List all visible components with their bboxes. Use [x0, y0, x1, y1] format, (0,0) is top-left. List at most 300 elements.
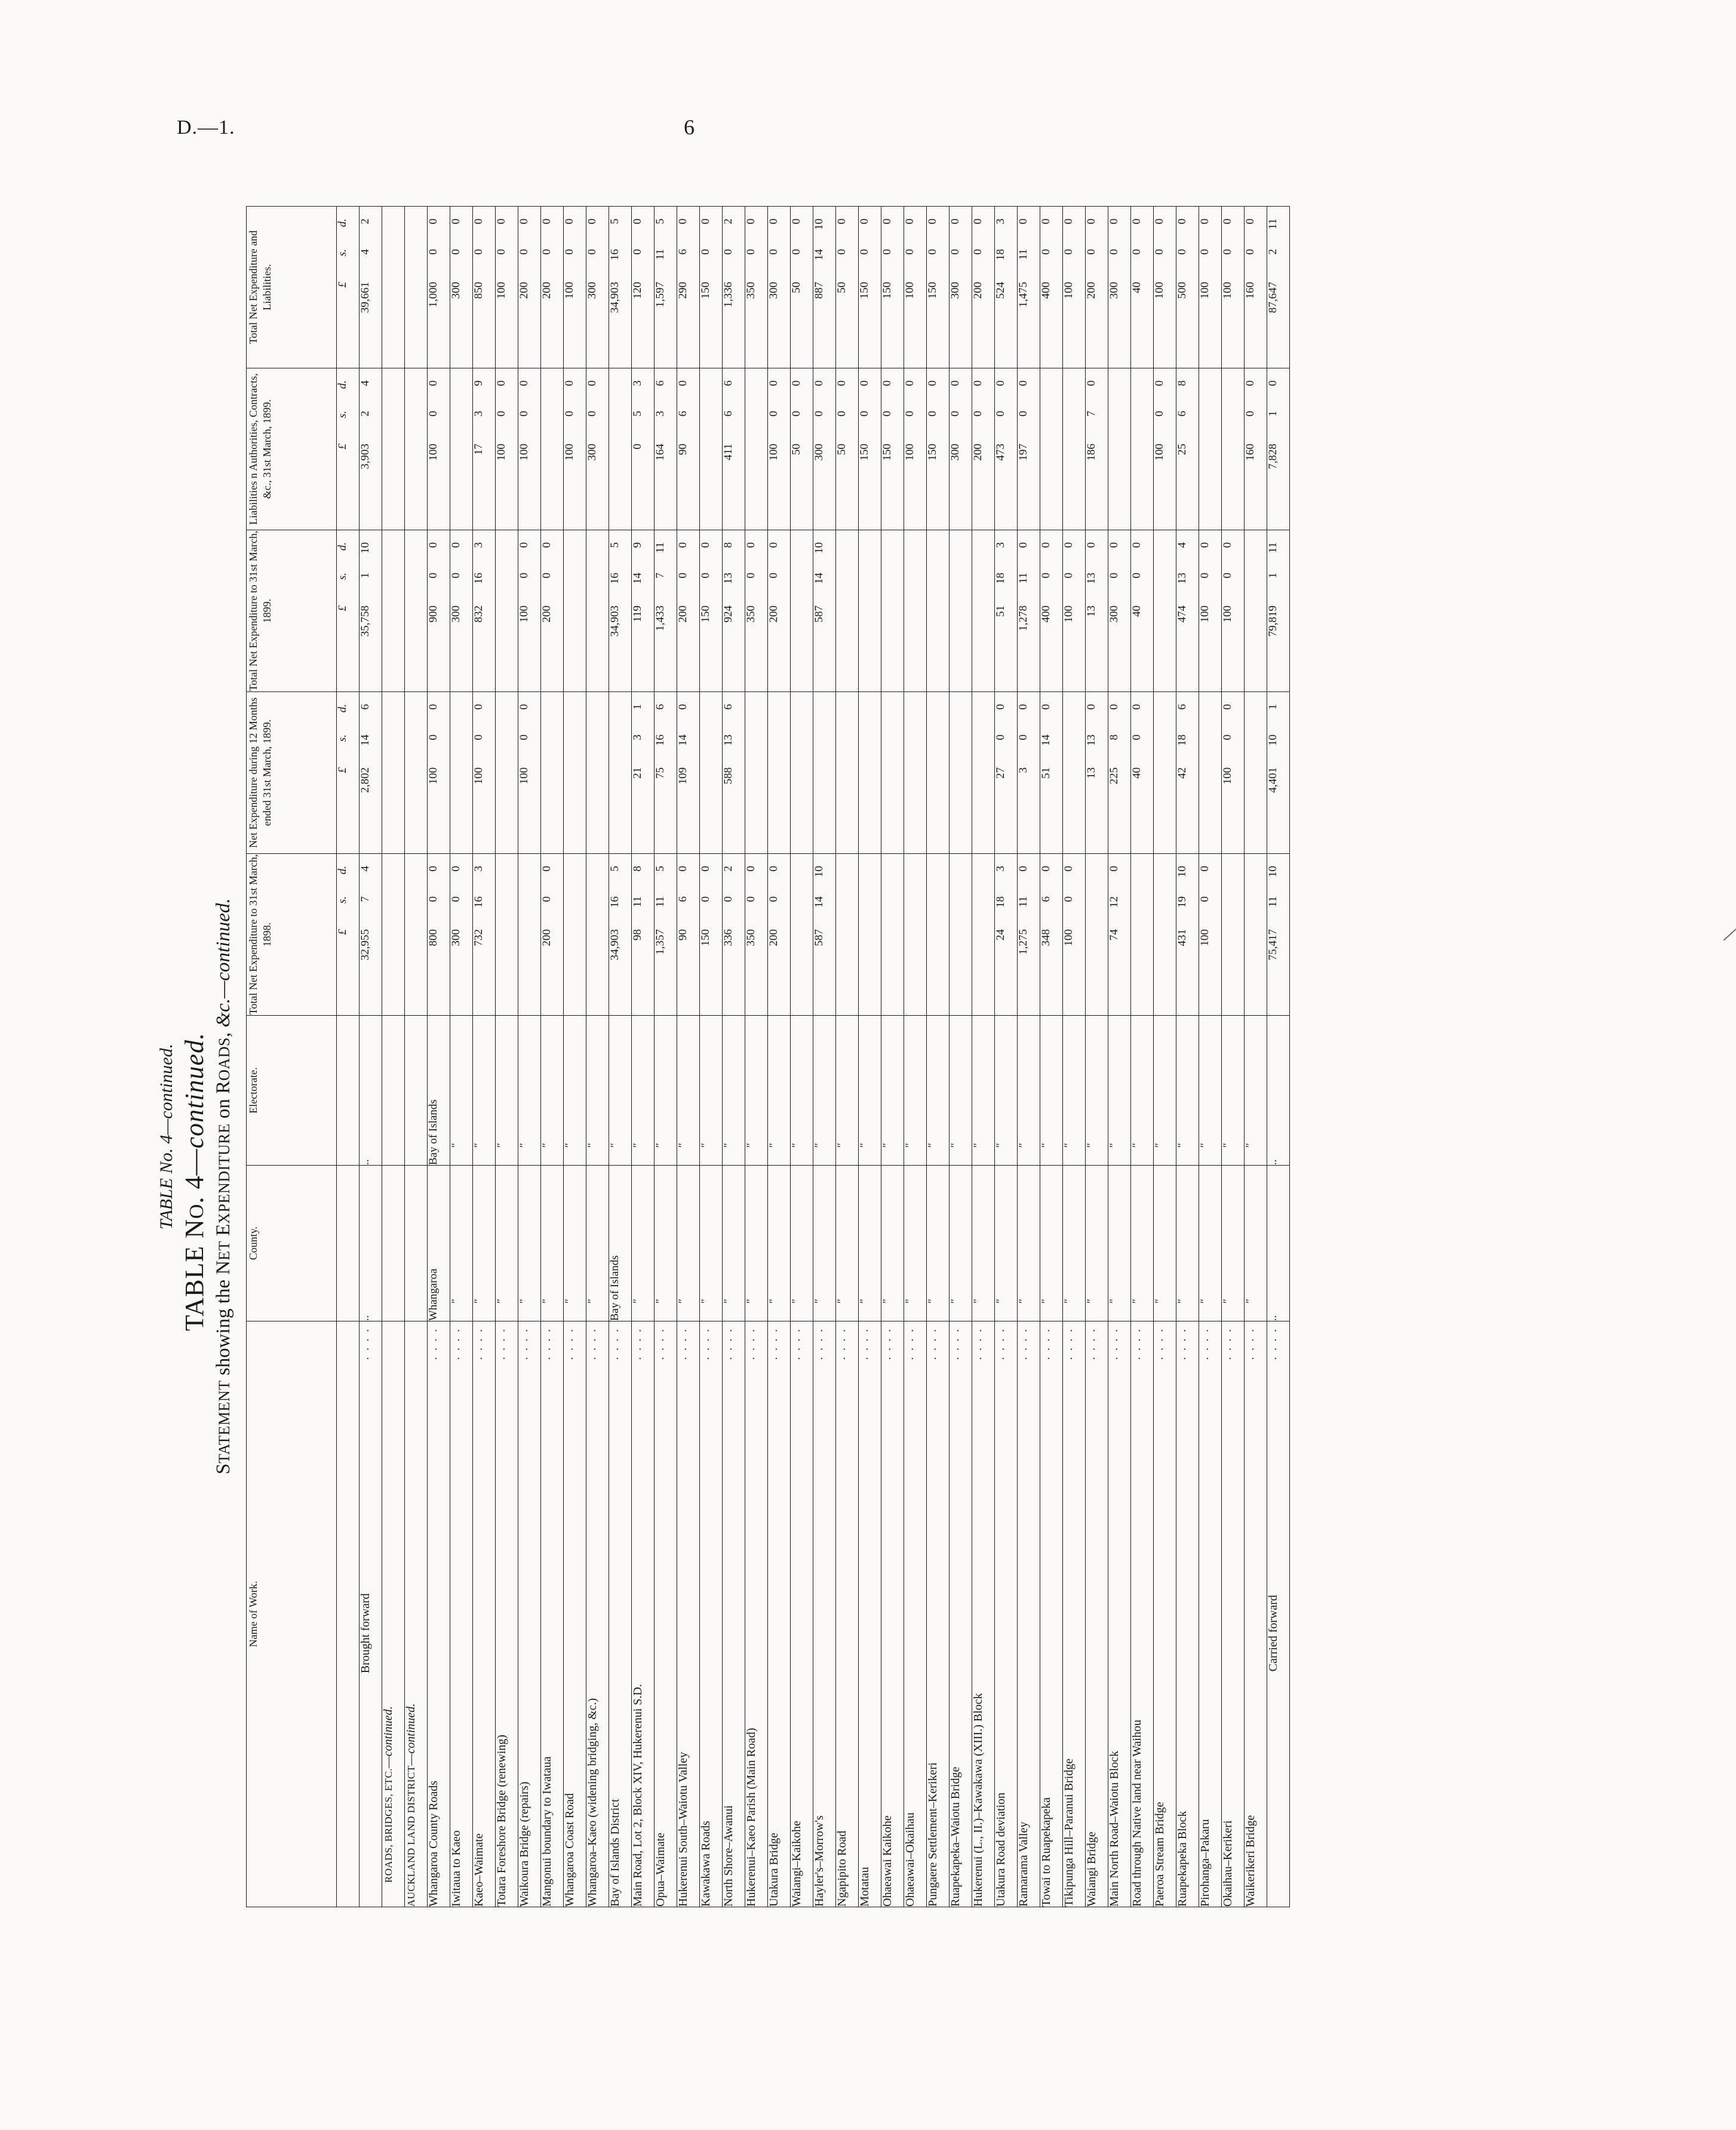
col-header-electorate: Electorate. [247, 1015, 337, 1165]
work-name: Ohaeawai Kaikohe . . . . [881, 1321, 904, 1907]
work-name: Hukerenui (L., II.)–Kawakawa (XIII.) Block . . . . [972, 1321, 995, 1907]
landscape-table-block [150, 152, 1280, 1979]
liabilities [609, 368, 632, 530]
table-row [541, 206, 564, 1907]
electorate-name: " [518, 1015, 541, 1165]
county-name: " [632, 1165, 655, 1321]
section-blank-money [382, 691, 405, 853]
table-row [1176, 206, 1199, 1907]
table-row [655, 206, 677, 1907]
total-liab: 1,475 11 0 [1018, 206, 1040, 368]
bf-total-1898: 32,955 7 4 [360, 853, 382, 1015]
county-name: " [1199, 1165, 1222, 1321]
total-1899 [859, 530, 881, 691]
table-row [428, 206, 450, 1907]
electorate-name: " [700, 1015, 723, 1165]
county-name: " [791, 1165, 813, 1321]
work-name: Iwitaua to Kaeo . . . . [450, 1321, 473, 1907]
total-liab: 500 0 0 [1176, 206, 1199, 368]
total-liab: 100 0 0 [496, 206, 518, 368]
county-name: " [564, 1165, 586, 1321]
total-liab: 100 0 0 [904, 206, 927, 368]
work-name: Waikoura Bridge (repairs) . . . . [518, 1321, 541, 1907]
section-blank-money [405, 530, 428, 691]
table-row [859, 206, 881, 1907]
total-1898: 800 0 0 [428, 853, 450, 1015]
work-name: Ramarama Valley . . . . [1018, 1321, 1040, 1907]
total-1898: 431 19 10 [1176, 853, 1199, 1015]
net-12months: 100 0 0 [473, 691, 496, 853]
county-name: " [586, 1165, 609, 1321]
table-row [791, 206, 813, 1907]
table-row [1063, 206, 1086, 1907]
total-1899: 150 0 0 [700, 530, 723, 691]
section-blank-money [405, 853, 428, 1015]
total-1899 [950, 530, 972, 691]
net-12months: 225 8 0 [1108, 691, 1131, 853]
units-total: £ s. d. [337, 206, 360, 368]
liabilities: 150 0 0 [859, 368, 881, 530]
carried-forward-row [1267, 206, 1290, 1907]
total-1899: 51 18 3 [995, 530, 1018, 691]
work-name: Pungaere Settlement–Kerikeri . . . . [927, 1321, 950, 1907]
county-name: " [1176, 1165, 1199, 1321]
total-liab: 850 0 0 [473, 206, 496, 368]
total-1898 [791, 853, 813, 1015]
work-name: Hayler's–Morrow's . . . . [813, 1321, 836, 1907]
section-heading: ROADS, BRIDGES, ETC.—continued. [382, 1321, 405, 1907]
col-header-total-1899: Total Net Expenditure to 31st March, 1899. [247, 530, 337, 691]
total-liab: 300 0 0 [768, 206, 791, 368]
table-row [1040, 206, 1063, 1907]
electorate-name: " [768, 1015, 791, 1165]
section-heading: AUCKLAND LAND DISTRICT—continued. [405, 1321, 428, 1907]
total-liab: 300 0 0 [950, 206, 972, 368]
expenditure-table [246, 206, 1290, 1907]
county-name: " [836, 1165, 859, 1321]
county-name: " [1154, 1165, 1176, 1321]
total-liab: 100 0 0 [1063, 206, 1086, 368]
work-name: Kawakawa Roads . . . . [700, 1321, 723, 1907]
county-name: " [1108, 1165, 1131, 1321]
total-1899 [881, 530, 904, 691]
units-1899: £ s. d. [337, 530, 360, 691]
electorate-name: " [1131, 1015, 1154, 1165]
electorate-name: " [836, 1015, 859, 1165]
total-liab: 887 14 10 [813, 206, 836, 368]
total-1899 [586, 530, 609, 691]
work-name: Whangaroa–Kaeo (widening bridging, &c.) . . . . [586, 1321, 609, 1907]
county-name: " [1131, 1165, 1154, 1321]
col-header-total-1898: Total Net Expenditure to 31st March, 1898. [247, 853, 337, 1015]
units-1898: £ s. d. [337, 853, 360, 1015]
total-1898: 336 0 2 [723, 853, 745, 1015]
net-12months: 40 0 0 [1131, 691, 1154, 853]
col-header-total-liab: Total Net Expenditure and Liabilities. [247, 206, 337, 368]
total-1898: 348 6 0 [1040, 853, 1063, 1015]
liabilities: 300 0 0 [950, 368, 972, 530]
county-name: " [813, 1165, 836, 1321]
electorate-name: " [564, 1015, 586, 1165]
total-liab: 150 0 0 [927, 206, 950, 368]
total-liab: 100 0 0 [1154, 206, 1176, 368]
total-liab: 524 18 3 [995, 206, 1018, 368]
total-liab: 100 0 0 [1222, 206, 1245, 368]
liabilities: 100 0 0 [518, 368, 541, 530]
county-name: " [768, 1165, 791, 1321]
net-12months: 75 16 6 [655, 691, 677, 853]
table-row [677, 206, 700, 1907]
electorate-name: " [745, 1015, 768, 1165]
total-1899: 13 13 0 [1086, 530, 1108, 691]
bf-total-1899: 35,758 1 10 [360, 530, 382, 691]
county-name: " [904, 1165, 927, 1321]
total-1899: 200 0 0 [768, 530, 791, 691]
liabilities: 50 0 0 [836, 368, 859, 530]
total-liab: 1,597 11 5 [655, 206, 677, 368]
section-blank [405, 1165, 428, 1321]
carried-forward-electorate: .. [1267, 1015, 1290, 1165]
liabilities: 25 6 8 [1176, 368, 1199, 530]
work-name: Kaeo–Waimate . . . . [473, 1321, 496, 1907]
total-1898: 350 0 0 [745, 853, 768, 1015]
electorate-name: " [1199, 1015, 1222, 1165]
electorate-name: " [927, 1015, 950, 1165]
table-row [1108, 206, 1131, 1907]
table-row [450, 206, 473, 1907]
total-1899: 200 0 0 [677, 530, 700, 691]
liabilities [450, 368, 473, 530]
total-1898 [927, 853, 950, 1015]
work-name: Main Road, Lot 2, Block XIV, Hukerenui S.D. . . . . [632, 1321, 655, 1907]
total-liab: 350 0 0 [745, 206, 768, 368]
electorate-name: " [995, 1015, 1018, 1165]
table-row [950, 206, 972, 1907]
net-12months: 3 0 0 [1018, 691, 1040, 853]
total-liab: 300 0 0 [1108, 206, 1131, 368]
liabilities: 17 3 9 [473, 368, 496, 530]
table-row [768, 206, 791, 1907]
work-name: Bay of Islands District . . . . [609, 1321, 632, 1907]
total-1898: 24 18 3 [995, 853, 1018, 1015]
liabilities: 100 0 0 [564, 368, 586, 530]
work-name: Waiangi Bridge . . . . [1086, 1321, 1108, 1907]
liabilities [541, 368, 564, 530]
liabilities: 100 0 0 [1154, 368, 1176, 530]
county-name: " [677, 1165, 700, 1321]
electorate-name: " [1086, 1015, 1108, 1165]
total-1899 [496, 530, 518, 691]
liabilities: 100 0 0 [428, 368, 450, 530]
total-1898: 200 0 0 [541, 853, 564, 1015]
liabilities: 473 0 0 [995, 368, 1018, 530]
total-1898 [518, 853, 541, 1015]
table-row [1154, 206, 1176, 1907]
electorate-name: " [586, 1015, 609, 1165]
cf-total-liab: 87,647 2 11 [1267, 206, 1290, 368]
units-liab: £ s. d. [337, 368, 360, 530]
table-row [518, 206, 541, 1907]
table-row [1245, 206, 1267, 1907]
units-blank-name [337, 1321, 360, 1907]
total-1899 [791, 530, 813, 691]
total-1899: 924 13 8 [723, 530, 745, 691]
net-12months: 100 0 0 [428, 691, 450, 853]
electorate-name: " [972, 1015, 995, 1165]
net-12months [813, 691, 836, 853]
electorate-name: " [813, 1015, 836, 1165]
brought-forward-county: .. [360, 1165, 382, 1321]
total-1898 [1245, 853, 1267, 1015]
brought-forward-row [360, 206, 382, 1907]
net-12months [564, 691, 586, 853]
total-liab: 160 0 0 [1245, 206, 1267, 368]
total-1899 [836, 530, 859, 691]
net-12months [859, 691, 881, 853]
work-name: Okaihau–Kerikeri . . . . [1222, 1321, 1245, 1907]
total-1898 [1131, 853, 1154, 1015]
total-1899 [972, 530, 995, 691]
table-subtitle: STATEMENT showing the NET EXPENDITURE on ROADS, &c.—continued. [213, 898, 234, 1474]
net-12months [586, 691, 609, 853]
liabilities: 160 0 0 [1245, 368, 1267, 530]
total-1899: 100 0 0 [518, 530, 541, 691]
work-name: Whangaroa Coast Road . . . . [564, 1321, 586, 1907]
electorate-name: Bay of Islands [428, 1015, 450, 1165]
county-name: " [496, 1165, 518, 1321]
section-blank [405, 1015, 428, 1165]
liabilities: 90 6 0 [677, 368, 700, 530]
county-name: " [723, 1165, 745, 1321]
work-name: Road through Native land near Waihou . . . . [1131, 1321, 1154, 1907]
carried-forward-county: .. [1267, 1165, 1290, 1321]
total-liab: 34,903 16 5 [609, 206, 632, 368]
work-name: Hukerenui South–Waiotu Valley . . . . [677, 1321, 700, 1907]
table-row [723, 206, 745, 1907]
net-12months: 51 14 0 [1040, 691, 1063, 853]
county-name: " [518, 1165, 541, 1321]
county-name: " [450, 1165, 473, 1321]
total-1898: 34,903 16 5 [609, 853, 632, 1015]
total-1898: 100 0 0 [1199, 853, 1222, 1015]
section-blank-money [382, 368, 405, 530]
work-name: Ohaeawai–Okaihau . . . . [904, 1321, 927, 1907]
total-1899: 119 14 9 [632, 530, 655, 691]
county-name: " [700, 1165, 723, 1321]
total-1898 [1154, 853, 1176, 1015]
net-12months [541, 691, 564, 853]
total-1898: 1,275 11 0 [1018, 853, 1040, 1015]
county-name: " [1245, 1165, 1267, 1321]
table-row [813, 206, 836, 1907]
liabilities [1222, 368, 1245, 530]
section-blank-money [382, 530, 405, 691]
electorate-name: " [859, 1015, 881, 1165]
total-1899: 100 0 0 [1199, 530, 1222, 691]
liabilities: 100 0 0 [496, 368, 518, 530]
net-12months [791, 691, 813, 853]
table-row [995, 206, 1018, 1907]
electorate-name: " [677, 1015, 700, 1165]
net-12months [745, 691, 768, 853]
total-1898 [586, 853, 609, 1015]
total-1898 [1222, 853, 1245, 1015]
net-12months [609, 691, 632, 853]
cf-total-1899: 79,819 1 11 [1267, 530, 1290, 691]
work-name: Towai to Ruapekapeka . . . . [1040, 1321, 1063, 1907]
section-blank-money [405, 206, 428, 368]
page-number: 6 [684, 115, 695, 139]
net-12months [972, 691, 995, 853]
net-12months [450, 691, 473, 853]
work-name: Tikipunga Hill–Paranui Bridge . . . . [1063, 1321, 1086, 1907]
bf-liabilities: 3,903 2 4 [360, 368, 382, 530]
table-caption: TABLE No. 4—continued. [156, 1043, 176, 1230]
bf-net-12months: 2,802 14 6 [360, 691, 382, 853]
total-1899 [1245, 530, 1267, 691]
total-1899 [1154, 530, 1176, 691]
total-liab: 300 0 0 [450, 206, 473, 368]
electorate-name: " [655, 1015, 677, 1165]
net-12months: 21 3 1 [632, 691, 655, 853]
electorate-name: " [1245, 1015, 1267, 1165]
county-name: " [927, 1165, 950, 1321]
electorate-name: " [1063, 1015, 1086, 1165]
net-12months [904, 691, 927, 853]
total-liab: 290 6 0 [677, 206, 700, 368]
total-liab: 300 0 0 [586, 206, 609, 368]
total-1899: 832 16 3 [473, 530, 496, 691]
county-name: Bay of Islands [609, 1165, 632, 1321]
electorate-name: " [541, 1015, 564, 1165]
net-12months [1199, 691, 1222, 853]
table-row [1199, 206, 1222, 1907]
pencil-mark: ∕ [1726, 920, 1736, 948]
table-row [1222, 206, 1245, 1907]
table-row [927, 206, 950, 1907]
work-name: Totara Foreshore Bridge (renewing) . . . . [496, 1321, 518, 1907]
net-12months [927, 691, 950, 853]
total-1899 [564, 530, 586, 691]
table-row [700, 206, 723, 1907]
col-header-liabilities: Liabilities n Authorities, Contracts, &c., 31st March, 1899. [247, 368, 337, 530]
net-12months [700, 691, 723, 853]
net-12months [950, 691, 972, 853]
county-name: " [995, 1165, 1018, 1321]
total-1899: 200 0 0 [541, 530, 564, 691]
total-1898: 74 12 0 [1108, 853, 1131, 1015]
liabilities: 100 0 0 [768, 368, 791, 530]
county-name: " [859, 1165, 881, 1321]
total-1898 [1086, 853, 1108, 1015]
county-name: Whangaroa [428, 1165, 450, 1321]
liabilities [1063, 368, 1086, 530]
electorate-name: " [904, 1015, 927, 1165]
col-header-name: Name of Work. [247, 1321, 337, 1907]
table-row [1086, 206, 1108, 1907]
total-1898: 1,357 11 5 [655, 853, 677, 1015]
total-liab: 120 0 0 [632, 206, 655, 368]
liabilities: 200 0 0 [972, 368, 995, 530]
county-name: " [1063, 1165, 1086, 1321]
liabilities: 300 0 0 [586, 368, 609, 530]
work-name: Hukerenui–Kaeo Parish (Main Road) . . . . [745, 1321, 768, 1907]
section-blank-money [405, 691, 428, 853]
brought-forward-electorate: .. [360, 1015, 382, 1165]
section-heading-row [382, 206, 405, 1907]
total-liab: 100 0 0 [1199, 206, 1222, 368]
county-name: " [1222, 1165, 1245, 1321]
work-name: Ruapekapeka–Waiotu Bridge . . . . [950, 1321, 972, 1907]
total-1899: 1,433 7 11 [655, 530, 677, 691]
electorate-name: " [1040, 1015, 1063, 1165]
electorate-name: " [881, 1015, 904, 1165]
work-name: Main North Road–Waiotu Block . . . . [1108, 1321, 1131, 1907]
work-name: Utakura Road deviation . . . . [995, 1321, 1018, 1907]
liabilities: 186 7 0 [1086, 368, 1108, 530]
net-12months: 27 0 0 [995, 691, 1018, 853]
total-1899: 474 13 4 [1176, 530, 1199, 691]
total-liab: 1,336 0 2 [723, 206, 745, 368]
total-liab: 50 0 0 [836, 206, 859, 368]
total-liab: 1,000 0 0 [428, 206, 450, 368]
total-liab: 400 0 0 [1040, 206, 1063, 368]
electorate-name: " [1108, 1015, 1131, 1165]
electorate-name: " [496, 1015, 518, 1165]
net-12months [768, 691, 791, 853]
liabilities [1199, 368, 1222, 530]
work-name: North Shore–Awanui . . . . [723, 1321, 745, 1907]
work-name: Opua–Waimate . . . . [655, 1321, 677, 1907]
total-1899 [904, 530, 927, 691]
total-1899: 100 0 0 [1063, 530, 1086, 691]
electorate-name: " [1222, 1015, 1245, 1165]
section-blank-money [382, 206, 405, 368]
liabilities [1108, 368, 1131, 530]
county-name: " [655, 1165, 677, 1321]
work-name: Ruapekapeka Block . . . . [1176, 1321, 1199, 1907]
table-row [496, 206, 518, 1907]
electorate-name: " [723, 1015, 745, 1165]
brought-forward-label: Brought forward . . . . [360, 1321, 382, 1907]
table-row [586, 206, 609, 1907]
work-name: Waiangi–Kaikohe . . . . [791, 1321, 813, 1907]
net-12months [881, 691, 904, 853]
table-row [881, 206, 904, 1907]
county-name: " [541, 1165, 564, 1321]
work-name: Paeroa Stream Bridge . . . . [1154, 1321, 1176, 1907]
table-row [564, 206, 586, 1907]
county-name: " [1040, 1165, 1063, 1321]
liabilities: 150 0 0 [881, 368, 904, 530]
liabilities: 197 0 0 [1018, 368, 1040, 530]
total-1898 [836, 853, 859, 1015]
total-liab: 200 0 0 [541, 206, 564, 368]
electorate-name: " [1176, 1015, 1199, 1165]
county-name: " [1086, 1165, 1108, 1321]
county-name: " [881, 1165, 904, 1321]
total-1899: 350 0 0 [745, 530, 768, 691]
units-row [337, 206, 360, 1907]
work-name: Pirohanga–Pakaru . . . . [1199, 1321, 1222, 1907]
county-name: " [1018, 1165, 1040, 1321]
bf-total-liab: 39,661 4 2 [360, 206, 382, 368]
total-1898: 98 11 8 [632, 853, 655, 1015]
total-liab: 40 0 0 [1131, 206, 1154, 368]
total-1898 [564, 853, 586, 1015]
table-row [745, 206, 768, 1907]
units-blank-county [337, 1165, 360, 1321]
